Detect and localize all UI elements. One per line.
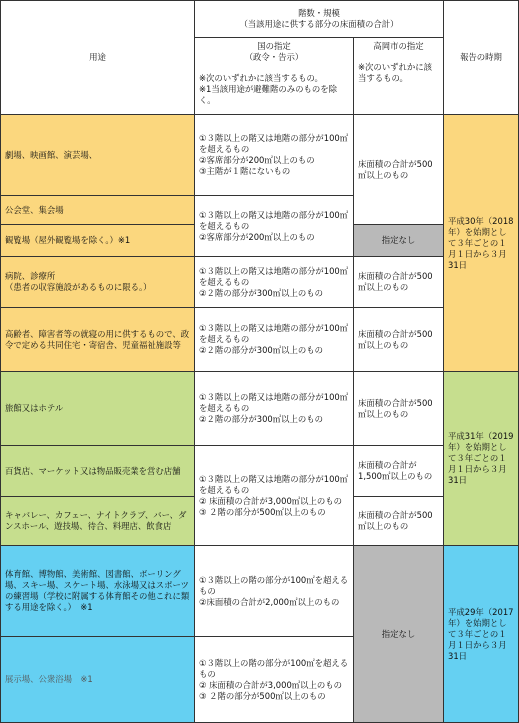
period-yellow: 平成30年（2018年）を始期として３年ごとの１月１日から３月31日 xyxy=(443,114,519,372)
use-theater: 劇場、映画館、演芸場、 xyxy=(0,114,195,196)
header-report-period: 報告の時期 xyxy=(443,0,519,115)
use-elderly: 高齢者、障害者等の就寝の用に供するもので、政令で定める共同住宅・寄宿舎、児童福祉施設等 xyxy=(0,307,195,372)
use-gym: 体育館、博物館、美術館、図書館、ボーリング場、スキー場、スケート場、水泳場又はスポーツの練習場（学校に附属する体育館その他これに類する用途を除く。） ※1 xyxy=(0,545,195,637)
use-viewing: 観覧場（屋外観覧場を除く。）※1 xyxy=(0,224,195,257)
city-viewing-none: 指定なし xyxy=(353,224,444,257)
city-blue-none: 指定なし xyxy=(353,545,444,723)
national-hotel: ①３階以上の階又は地階の部分が100㎡を超えるもの ②２階の部分が300㎡以上のもの xyxy=(194,371,354,446)
header-city: 高岡市の指定 ※次のいずれかに該当するもの。 xyxy=(353,37,444,115)
city-hotel: 床面積の合計が500㎡以上のもの xyxy=(353,371,444,446)
national-elderly: ①３階以上の階又は地階の部分が100㎡を超えるもの ②２階の部分が300㎡以上のもの xyxy=(194,307,354,372)
header-use: 用途 xyxy=(0,0,195,115)
city-theater-hall: 床面積の合計が500㎡以上のもの xyxy=(353,114,444,225)
period-green: 平成31年（2019年）を始期として３年ごとの１月１日から３月31日 xyxy=(443,371,519,546)
period-blue: 平成29年（2017年）を始期として３年ごとの１月１日から３月31日 xyxy=(443,545,519,723)
header-floor-scale: 階数・規模 （当該用途に供する部分の床面積の合計） xyxy=(194,0,444,38)
use-hotel: 旅館又はホテル xyxy=(0,371,195,446)
city-elderly: 床面積の合計が500㎡以上のもの xyxy=(353,307,444,372)
use-hall: 公会堂、集会場 xyxy=(0,195,195,225)
national-hall-viewing: ①３階以上の階又は地階の部分が100㎡を超えるもの ②客席部分が200㎡以上のもの xyxy=(194,195,354,257)
city-hospital: 床面積の合計が500㎡以上のもの xyxy=(353,256,444,308)
city-cabaret: 床面積の合計が500㎡以上のもの xyxy=(353,496,444,546)
city-dept-store: 床面積の合計が1,500㎡以上のもの xyxy=(353,445,444,497)
national-exhibit: ①３階以上の階の部分が100㎡を超えるもの ② 床面積の合計が3,000㎡以上のもの ③ ２階の部分が500㎡以上のもの xyxy=(194,636,354,723)
use-exhibit: 展示場、公衆浴場 ※1 xyxy=(0,636,195,723)
use-cabaret: キャバレー、カフェー、ナイトクラブ、バー、ダンスホール、遊技場、待合、料理店、飲食店 xyxy=(0,496,195,546)
national-hospital: ①３階以上の階又は地階の部分が100㎡を超えるもの ②２階の部分が300㎡以上のもの xyxy=(194,256,354,308)
use-dept-store: 百貨店、マーケット又は物品販売業を営む店舗 xyxy=(0,445,195,497)
header-national: 国の指定 （政令・告示） ※次のいずれかに該当するもの。 ※1当該用途が避難階のみのものを除く。 xyxy=(194,37,354,115)
national-dept-cabaret: ①３階以上の階又は地階の部分が100㎡を超えるもの ② 床面積の合計が3,000㎡以上のもの ③ ２階の部分が500㎡以上のもの xyxy=(194,445,354,546)
national-theater: ①３階以上の階又は地階の部分が100㎡を超えるもの ②客席部分が200㎡以上のもの ③主階が１階にないもの xyxy=(194,114,354,196)
national-gym: ①３階以上の階の部分が100㎡を超えるもの ②床面積の合計が2,000㎡以上のもの xyxy=(194,545,354,637)
use-hospital: 病院、診療所 （患者の収容施設があるものに限る。） xyxy=(0,256,195,308)
